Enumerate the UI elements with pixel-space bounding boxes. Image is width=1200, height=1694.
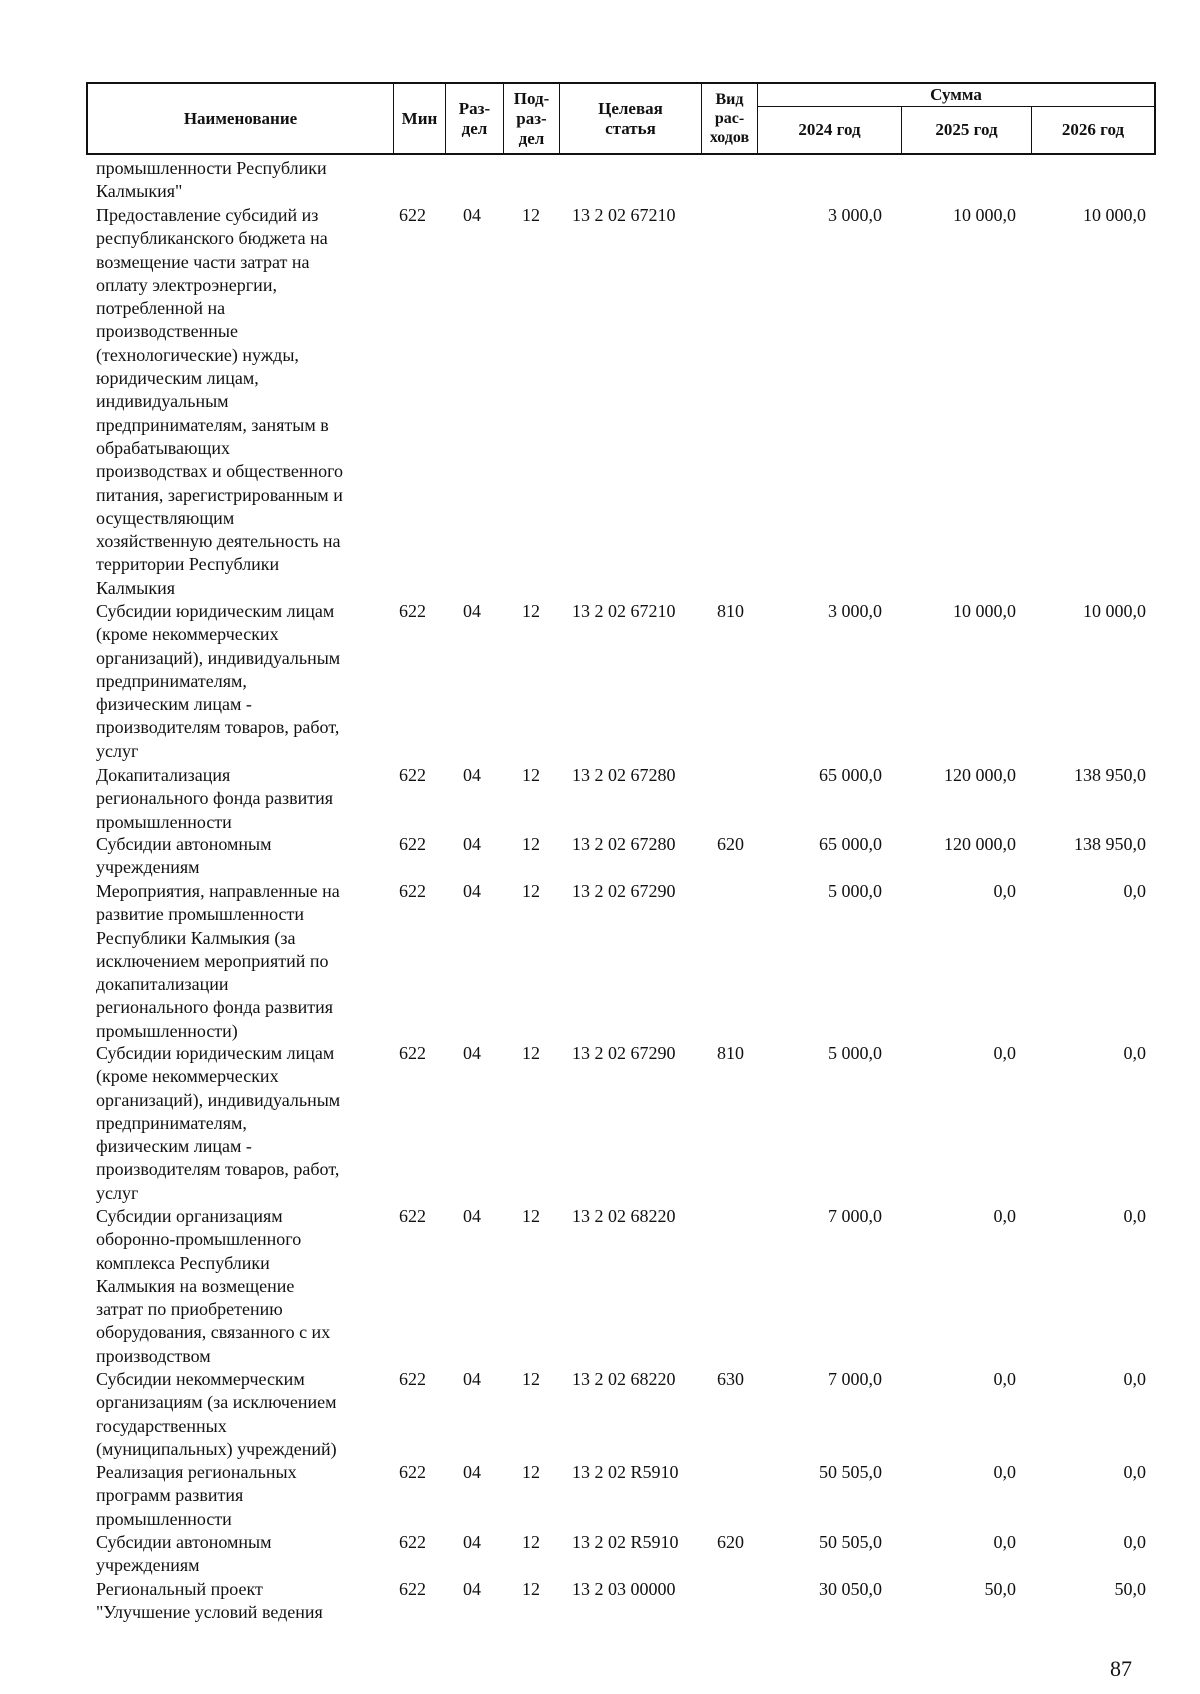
row-sum-2025: 0,0: [993, 1462, 1016, 1482]
row-celevaya: 13 2 02 68220: [572, 1369, 676, 1389]
row-sum-2024: 50 505,0: [819, 1532, 882, 1552]
row-celevaya: 13 2 02 67290: [572, 881, 676, 901]
row-podrazdel: 12: [522, 205, 540, 225]
row-name: Реализация региональных программ развития промышленности: [96, 1462, 297, 1529]
row-sum-2025: 10 000,0: [953, 205, 1016, 225]
row-vid: 810: [717, 601, 744, 621]
row-podrazdel: 12: [522, 1579, 540, 1599]
row-min: 622: [399, 601, 426, 621]
row-podrazdel: 12: [522, 1462, 540, 1482]
row-min: 622: [399, 1369, 426, 1389]
row-sum-2024: 3 000,0: [828, 601, 882, 621]
row-min: 622: [399, 1043, 426, 1063]
row-sum-2026: 0,0: [1123, 1206, 1146, 1226]
row-sum-2026: 138 950,0: [1074, 765, 1146, 785]
row-vid: 630: [717, 1369, 744, 1389]
row-razdel: 04: [463, 881, 481, 901]
row-razdel: 04: [463, 1043, 481, 1063]
row-name: Субсидии юридическим лицам (кроме некоммерческих организаций), индивидуальным предпринимателям, физическим лицам - производителям товаров, работ, услуг: [96, 1043, 341, 1203]
row-name: Региональный проект "Улучшение условий ведения: [96, 1579, 323, 1623]
page-number: 87: [1110, 1656, 1132, 1681]
row-sum-2025: 120 000,0: [944, 765, 1016, 785]
row-sum-2026: 10 000,0: [1083, 205, 1146, 225]
row-sum-2026: 0,0: [1123, 1532, 1146, 1552]
row-razdel: 04: [463, 601, 481, 621]
row-razdel: 04: [463, 1532, 481, 1552]
header-2026: 2026 год: [1061, 120, 1125, 139]
row-sum-2026: 138 950,0: [1074, 834, 1146, 854]
row-celevaya: 13 2 02 R5910: [572, 1462, 679, 1482]
row-podrazdel: 12: [522, 1043, 540, 1063]
row-podrazdel: 12: [522, 1206, 540, 1226]
row-name: промышленности Республики Калмыкия": [96, 158, 327, 202]
row-sum-2025: 0,0: [993, 1206, 1016, 1226]
row-razdel: 04: [463, 1206, 481, 1226]
row-podrazdel: 12: [522, 765, 540, 785]
row-razdel: 04: [463, 834, 481, 854]
row-celevaya: 13 2 02 67210: [572, 205, 676, 225]
row-sum-2026: 0,0: [1123, 881, 1146, 901]
row-vid: 620: [717, 1532, 744, 1552]
row-podrazdel: 12: [522, 834, 540, 854]
row-sum-2024: 7 000,0: [828, 1206, 882, 1226]
row-min: 622: [399, 1462, 426, 1482]
row-sum-2026: 10 000,0: [1083, 601, 1146, 621]
row-sum-2024: 7 000,0: [828, 1369, 882, 1389]
row-name: Субсидии организациям оборонно-промышленного комплекса Республики Калмыкия на возмещение затрат по приобретению оборудования, связанного с их производством: [96, 1206, 331, 1366]
row-podrazdel: 12: [522, 601, 540, 621]
row-sum-2024: 5 000,0: [828, 1043, 882, 1063]
row-razdel: 04: [463, 205, 481, 225]
row-sum-2025: 0,0: [993, 1369, 1016, 1389]
header-podrazdel: Под- раз- дел: [504, 84, 560, 153]
row-razdel: 04: [463, 1369, 481, 1389]
row-celevaya: 13 2 02 67210: [572, 601, 676, 621]
row-sum-2026: 50,0: [1114, 1579, 1146, 1599]
row-sum-2024: 5 000,0: [828, 881, 882, 901]
row-name: Субсидии автономным учреждениям: [96, 834, 272, 878]
header-razdel: Раз- дел: [446, 84, 504, 153]
row-sum-2024: 30 050,0: [819, 1579, 882, 1599]
row-sum-2025: 120 000,0: [944, 834, 1016, 854]
row-name: Докапитализация регионального фонда развития промышленности: [96, 765, 333, 832]
row-vid: 620: [717, 834, 744, 854]
row-celevaya: 13 2 02 67290: [572, 1043, 676, 1063]
row-min: 622: [399, 1206, 426, 1226]
row-name: Предоставление субсидий из республиканского бюджета на возмещение части затрат на оплату электроэнергии, потребленной на производственные (технологические) нужды, юридическим лицам, индивидуальным предпринимателям, занятым в обрабатывающих производствах и общественного питания, зарегистрированным и осуществляющим хозяйственную деятельность на территории Республики Калмыкия: [96, 205, 344, 598]
row-celevaya: 13 2 03 00000: [572, 1579, 676, 1599]
row-min: 622: [399, 1532, 426, 1552]
row-podrazdel: 12: [522, 1532, 540, 1552]
row-min: 622: [399, 1579, 426, 1599]
row-sum-2026: 0,0: [1123, 1462, 1146, 1482]
row-sum-2026: 0,0: [1123, 1369, 1146, 1389]
row-sum-2024: 65 000,0: [819, 765, 882, 785]
header-vid-rashodov: Вид рас- ходов: [702, 84, 758, 153]
row-sum-2024: 3 000,0: [828, 205, 882, 225]
row-sum-2025: 50,0: [984, 1579, 1016, 1599]
row-min: 622: [399, 205, 426, 225]
row-celevaya: 13 2 02 67280: [572, 834, 676, 854]
row-podrazdel: 12: [522, 1369, 540, 1389]
row-sum-2025: 0,0: [993, 1532, 1016, 1552]
row-sum-2025: 0,0: [993, 881, 1016, 901]
row-name: Мероприятия, направленные на развитие промышленности Республики Калмыкия (за исключением мероприятий по докапитализации регионального фонда развития промышленности): [96, 881, 340, 1041]
row-min: 622: [399, 765, 426, 785]
row-name: Субсидии автономным учреждениям: [96, 1532, 272, 1576]
row-razdel: 04: [463, 765, 481, 785]
row-name: Субсидии юридическим лицам (кроме некоммерческих организаций), индивидуальным предпринимателям, физическим лицам - производителям товаров, работ, услуг: [96, 601, 341, 761]
row-min: 622: [399, 881, 426, 901]
row-sum-2025: 10 000,0: [953, 601, 1016, 621]
header-name: Наименование: [88, 84, 394, 153]
table-header: [86, 82, 1156, 155]
row-min: 622: [399, 834, 426, 854]
header-2025: 2025 год: [902, 107, 1032, 153]
row-name: Субсидии некоммерческим организациям (за исключением государственных (муниципальных) учреждений): [96, 1369, 337, 1459]
row-podrazdel: 12: [522, 881, 540, 901]
row-sum-2024: 65 000,0: [819, 834, 882, 854]
row-celevaya: 13 2 02 R5910: [572, 1532, 679, 1552]
row-vid: 810: [717, 1043, 744, 1063]
row-razdel: 04: [463, 1579, 481, 1599]
header-min: Мин: [394, 84, 446, 153]
header-celevaya-statya: Целевая статья: [560, 84, 702, 153]
header-2024: 2024 год: [758, 107, 902, 153]
row-sum-2026: 0,0: [1123, 1043, 1146, 1063]
header-summa: Сумма: [758, 84, 1154, 107]
row-sum-2025: 0,0: [993, 1043, 1016, 1063]
row-celevaya: 13 2 02 68220: [572, 1206, 676, 1226]
row-razdel: 04: [463, 1462, 481, 1482]
row-celevaya: 13 2 02 67280: [572, 765, 676, 785]
row-sum-2024: 50 505,0: [819, 1462, 882, 1482]
